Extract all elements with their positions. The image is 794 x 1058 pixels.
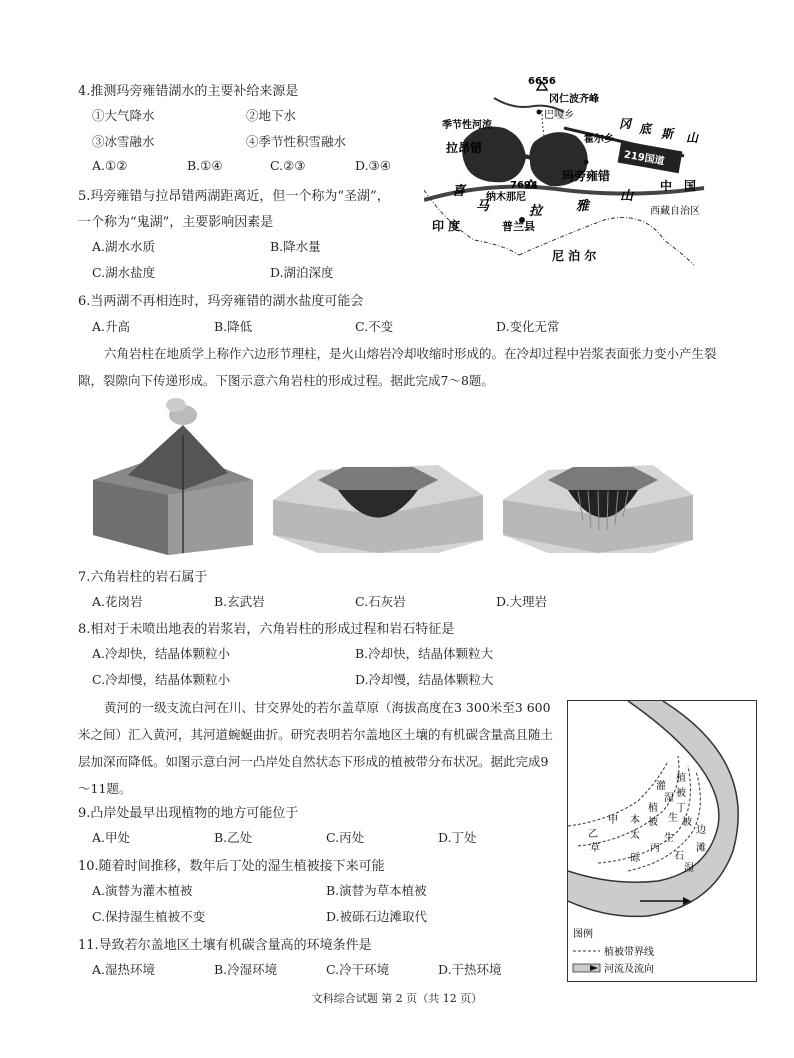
hexagonal-column-figure	[88, 395, 698, 555]
q8-stem: 8.相对于未喷出地表的岩浆岩，六角岩柱的形成过程和岩石特征是	[78, 622, 455, 637]
q5-option-a: A.湖水水质	[92, 239, 156, 254]
legend-boundary: 植被带界线	[604, 947, 654, 958]
q11-option-c: C.冷干环境	[326, 962, 390, 977]
q6-stem: 6.当两湖不再相连时，玛旁雍错的湖水盐度可能会	[78, 294, 364, 309]
q4-item-1: ①大气降水	[92, 108, 155, 123]
label-19: 边	[696, 825, 706, 836]
intro-7-8: 六角岩柱在地质学上称作六边形节理柱，是火山熔岩冷却收缩时形成的。在冷却过程中岩浆表面张力变小产生裂隙，裂隙向下传递形成。下图示意六角岩柱的形成过程。据此完成7～8题。	[78, 346, 717, 388]
q7-option-c: C.石灰岩	[355, 594, 406, 609]
range1-c4: 山	[686, 131, 699, 145]
intro-9-11: 黄河的一级支流白河在川、甘交界处的若尔盖草原（海拔高度在3 300米至3 600米之间）汇入黄河，其河道蜿蜒曲折。研究表明若尔盖地区土壤的有机碳含量高且随土层加深而降低。如图示意白河一凸岸处自然状态下形成的植被带分布状况。据此完成9～11题。	[78, 700, 554, 796]
peak1-name: 冈仁波齐峰	[549, 94, 599, 105]
q9-stem: 9.凸岸处最早出现植物的地方可能位于	[78, 806, 299, 821]
q9-option-c: C.丙处	[326, 830, 365, 845]
range1-c1: 冈	[619, 117, 632, 131]
q10-option-b: B.演替为草本植被	[326, 883, 427, 898]
q6-option-d: D.变化无常	[496, 319, 560, 334]
peak2-name: 纳木那尼	[486, 192, 526, 203]
q4-option-b: B.①④	[187, 158, 223, 173]
q5-stem-line1: 5.玛旁雍错与拉昂错两湖距离近，但一个称为“圣湖”，	[78, 189, 390, 204]
label-13: 植	[676, 773, 686, 784]
range2-c1: 喜	[452, 184, 466, 199]
q7-option-d: D.大理岩	[496, 594, 548, 609]
q11-option-d: D.干热环境	[438, 962, 502, 977]
label-17: 砾	[630, 853, 640, 864]
label-8: 灌	[656, 781, 666, 792]
town-huoer: 霍尔乡	[584, 134, 614, 145]
lake1-label: 拉昂错	[446, 141, 483, 155]
label-18: 石	[674, 851, 684, 862]
q11-option-b: B.冷湿环境	[214, 962, 278, 977]
peak1-elev: 6656	[528, 76, 556, 87]
lake2-label: 玛旁雍错	[562, 169, 611, 183]
q9-option-a: A.甲处	[92, 830, 131, 845]
country-china: 中 国	[660, 179, 697, 193]
label-11: 湿	[664, 793, 674, 804]
region-tibet: 西藏自治区	[650, 206, 700, 217]
q4-item-2: ②地下水	[246, 108, 297, 123]
river-bend-figure	[567, 700, 757, 982]
page-footer: 文科综合试题 第 2 页（共 12 页）	[311, 992, 483, 1005]
q10-option-d: D.被砾石边滩取代	[326, 909, 428, 924]
q5-option-c: C.湖水盐度	[92, 265, 156, 280]
country-nepal: 尼 泊 尔	[552, 249, 597, 263]
range2-c4: 雅	[576, 199, 590, 214]
q6-option-b: B.降低	[214, 319, 253, 334]
q10-stem: 10.随着时间推移，数年后丁处的湿生植被接下来可能	[78, 859, 385, 874]
q9-option-d: D.丁处	[438, 830, 477, 845]
seasonal-river-label: 季节性河流	[442, 120, 492, 131]
q4-option-c: C.②③	[270, 158, 306, 173]
label-4: 本	[630, 815, 640, 826]
label-1: 乙	[588, 829, 598, 840]
legend-river: 河流及流向	[604, 964, 654, 975]
q5-stem-line2: 一个称为“鬼湖”，主要影响因素是	[78, 215, 274, 230]
label-12: 生	[668, 813, 678, 824]
label-20: 滩	[696, 843, 706, 854]
q5-option-b: B.降水量	[270, 239, 321, 254]
label-16: 被	[682, 817, 692, 828]
lakes-map	[424, 70, 724, 270]
label-5: 太	[630, 830, 640, 841]
label-2: 草	[590, 843, 600, 854]
q7-stem: 7.六角岩柱的岩石属于	[78, 570, 208, 585]
q8-option-b: B.冷却快，结晶体颗粒大	[355, 646, 494, 661]
q7-option-b: B.玄武岩	[214, 594, 265, 609]
label-9: 丙	[650, 843, 660, 854]
q8-option-a: A.冷却快，结晶体颗粒小	[92, 646, 231, 661]
q11-stem: 11.导致若尔盖地区土壤有机碳含量高的环境条件是	[78, 938, 372, 953]
q4-option-d: D.③④	[355, 158, 391, 173]
q4-option-a: A.①②	[92, 158, 128, 173]
range2-c2: 马	[476, 199, 490, 214]
q8-option-d: D.冷却慢，结晶体颗粒大	[355, 672, 494, 687]
q4-item-3: ③冰雪融水	[92, 134, 155, 149]
range2-c3: 拉	[529, 204, 543, 219]
q8-option-c: C.冷却慢，结晶体颗粒小	[92, 672, 231, 687]
q5-option-d: D.湖泊深度	[270, 265, 334, 280]
q7-option-a: A.花岗岩	[92, 594, 143, 609]
peak2-elev: 7694	[510, 180, 538, 191]
q6-option-c: C.不变	[355, 319, 394, 334]
q10-option-a: A.演替为灌木植被	[92, 883, 193, 898]
range2-c5: 山	[620, 189, 634, 204]
label-7: 被	[648, 817, 658, 828]
label-6: 植	[648, 803, 658, 814]
county-label: 普兰县	[502, 220, 535, 233]
country-india: 印 度	[432, 219, 461, 233]
q4-item-4: ④季节性积雪融水	[246, 134, 347, 149]
label-10: 生	[664, 833, 674, 844]
label-3: 甲	[608, 815, 618, 826]
range1-c3: 斯	[661, 127, 674, 141]
q11-option-a: A.湿热环境	[92, 962, 156, 977]
q9-option-b: B.乙处	[214, 830, 253, 845]
town-baga: 巴嘎乡	[544, 110, 574, 121]
label-14: 被	[676, 788, 686, 799]
range1-c2: 底	[639, 122, 652, 136]
q6-option-a: A.升高	[92, 319, 131, 334]
road-label: 219国道	[623, 149, 666, 168]
q4-stem: 4.推测玛旁雍错湖水的主要补给来源是	[78, 84, 299, 99]
label-21: 湿	[684, 863, 694, 874]
label-15: 丁	[676, 803, 686, 814]
q10-option-c: C.保持湿生植被不变	[92, 909, 206, 924]
legend-title: 图例	[573, 929, 593, 940]
